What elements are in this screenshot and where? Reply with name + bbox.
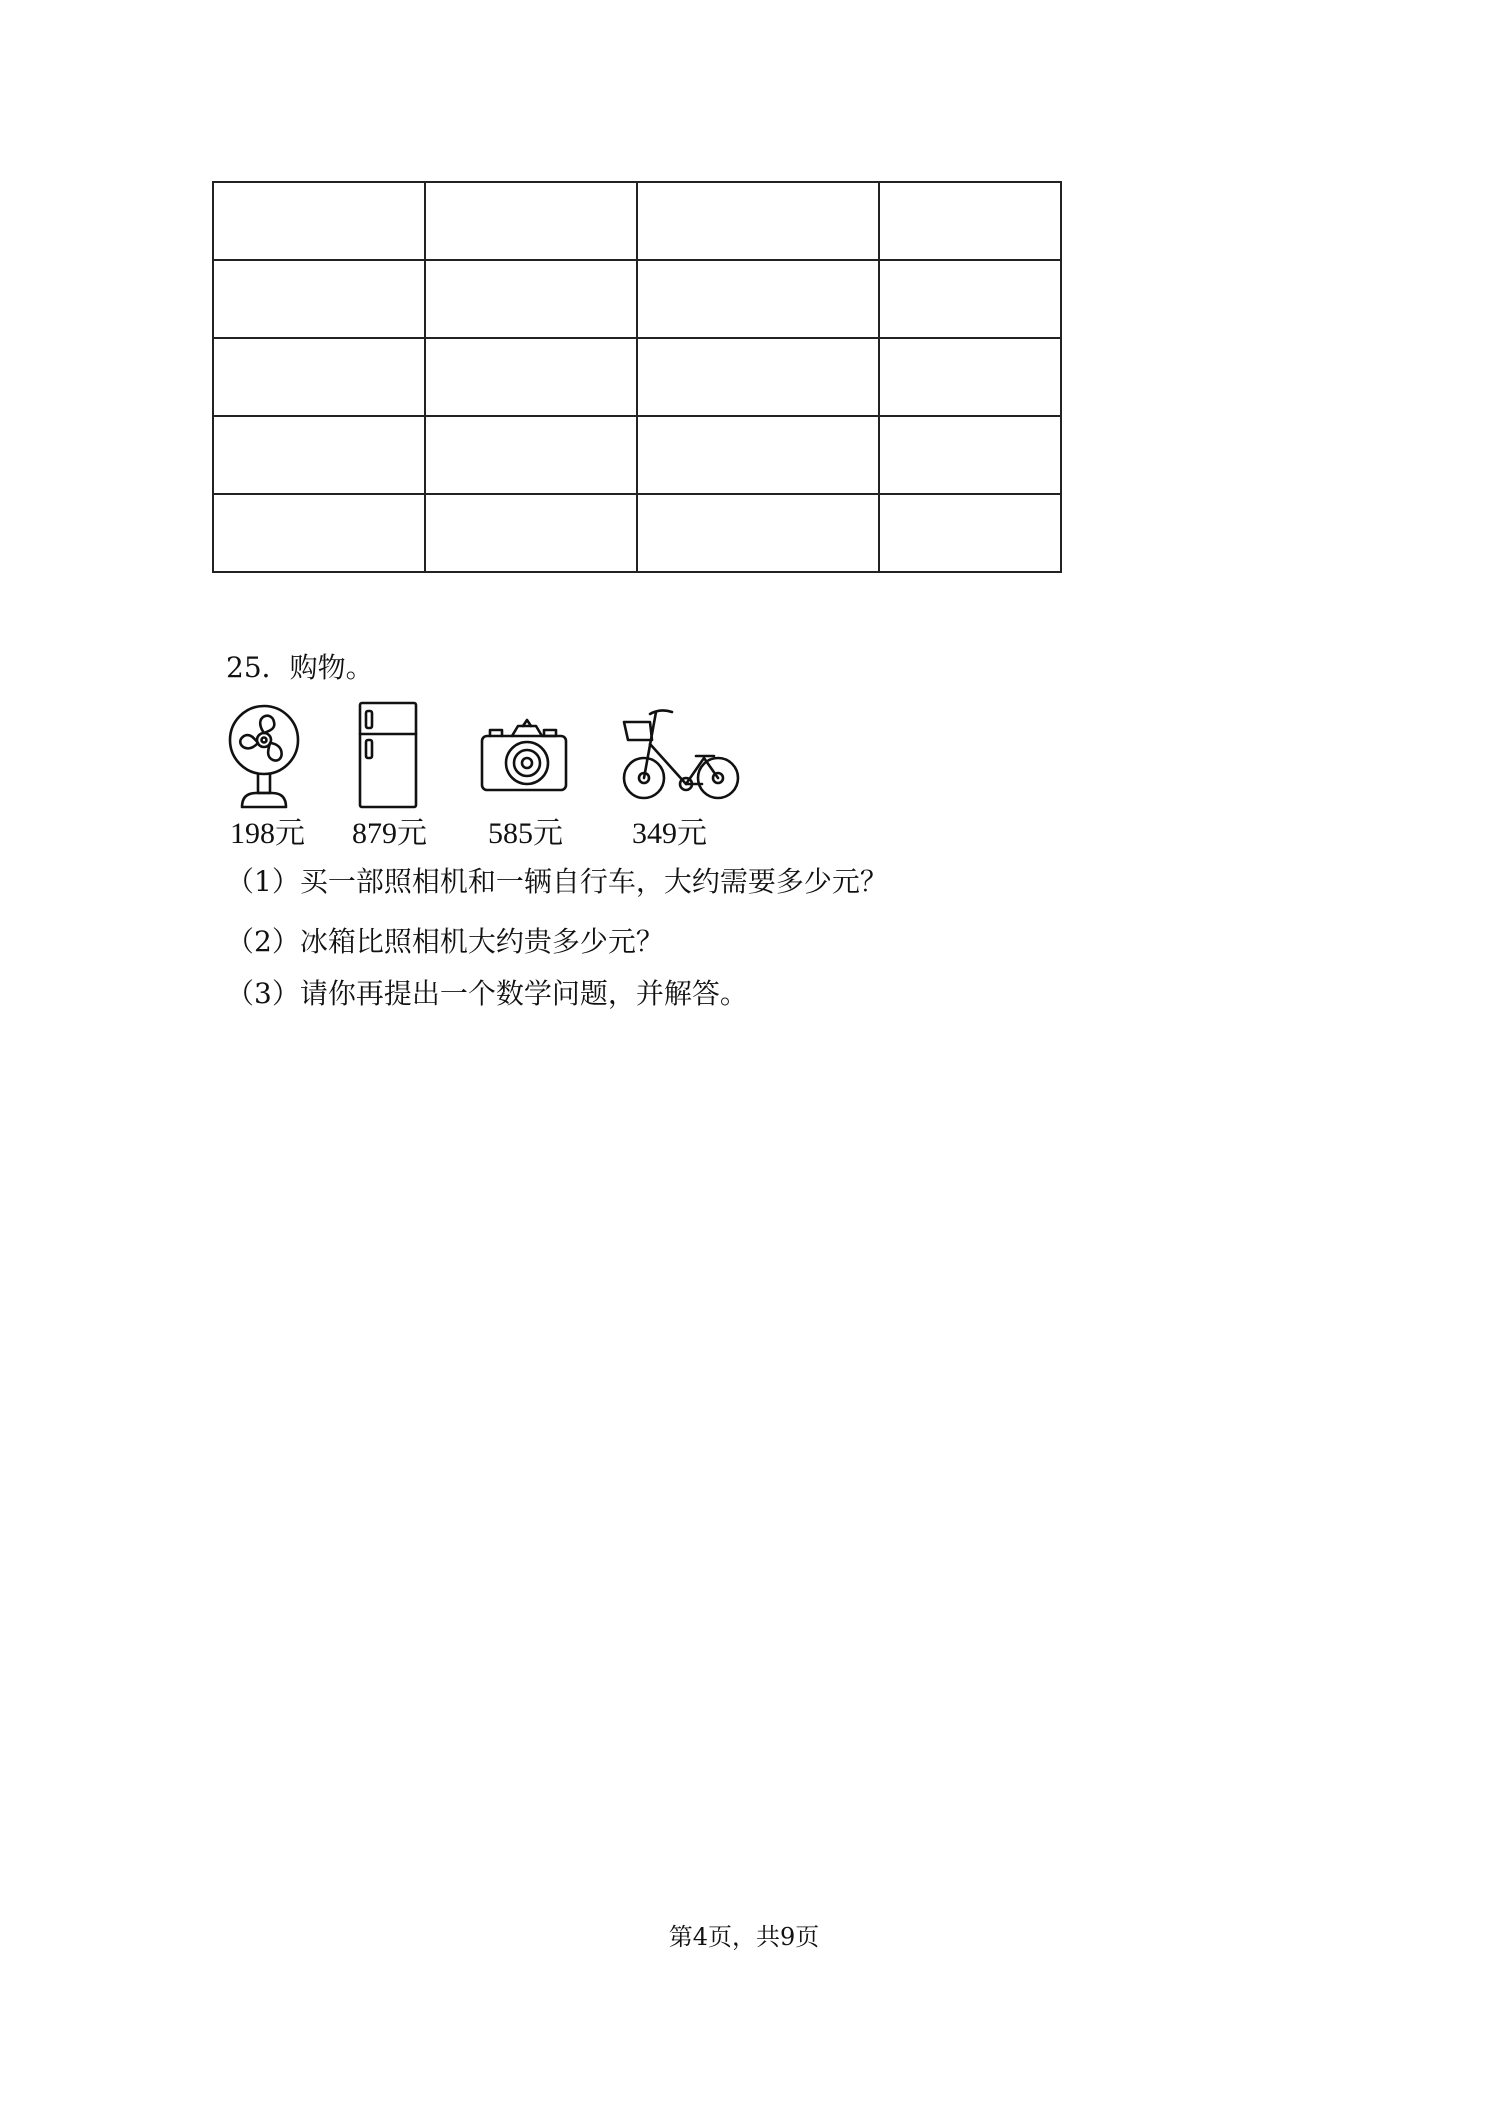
bicycle-price: 349元: [632, 817, 707, 850]
table-cell: [879, 182, 1061, 260]
answer-table: [212, 181, 1062, 573]
sub-question-2: （2）冰箱比照相机大约贵多少元？: [226, 925, 664, 958]
table-cell: [213, 338, 425, 416]
camera-icon: [478, 700, 570, 810]
table-cell: [213, 494, 425, 572]
table-cell: [637, 182, 879, 260]
table-row: [213, 260, 1061, 338]
camera-price: 585元: [488, 817, 563, 850]
table-cell: [879, 416, 1061, 494]
table-cell: [213, 182, 425, 260]
bicycle-icon: [620, 700, 744, 810]
fan-price: 198元: [230, 817, 305, 850]
table-cell: [879, 338, 1061, 416]
item-refrigerator: [356, 700, 420, 810]
item-bicycle: [620, 700, 744, 810]
table-row: [213, 494, 1061, 572]
table-cell: [425, 182, 637, 260]
question-title: 25．购物。: [226, 651, 374, 684]
table-cell: [425, 416, 637, 494]
item-camera: [478, 700, 570, 810]
table-cell: [879, 260, 1061, 338]
table-cell: [213, 416, 425, 494]
page-footer: 第4页，共9页: [668, 1923, 820, 1951]
sub-question-1: （1）买一部照相机和一辆自行车，大约需要多少元？: [226, 865, 888, 898]
sub-question-3: （3）请你再提出一个数学问题，并解答。: [226, 977, 748, 1010]
table-cell: [213, 260, 425, 338]
table-row: [213, 416, 1061, 494]
table-row: [213, 338, 1061, 416]
refrigerator-price: 879元: [352, 817, 427, 850]
table-cell: [425, 260, 637, 338]
fan-icon: [222, 700, 306, 810]
table-cell: [637, 338, 879, 416]
table-cell: [637, 416, 879, 494]
table-cell: [425, 494, 637, 572]
item-fan: [222, 700, 306, 810]
table-cell: [637, 260, 879, 338]
table-cell: [637, 494, 879, 572]
table-cell: [879, 494, 1061, 572]
table-row: [213, 182, 1061, 260]
table-cell: [425, 338, 637, 416]
refrigerator-icon: [356, 700, 420, 810]
